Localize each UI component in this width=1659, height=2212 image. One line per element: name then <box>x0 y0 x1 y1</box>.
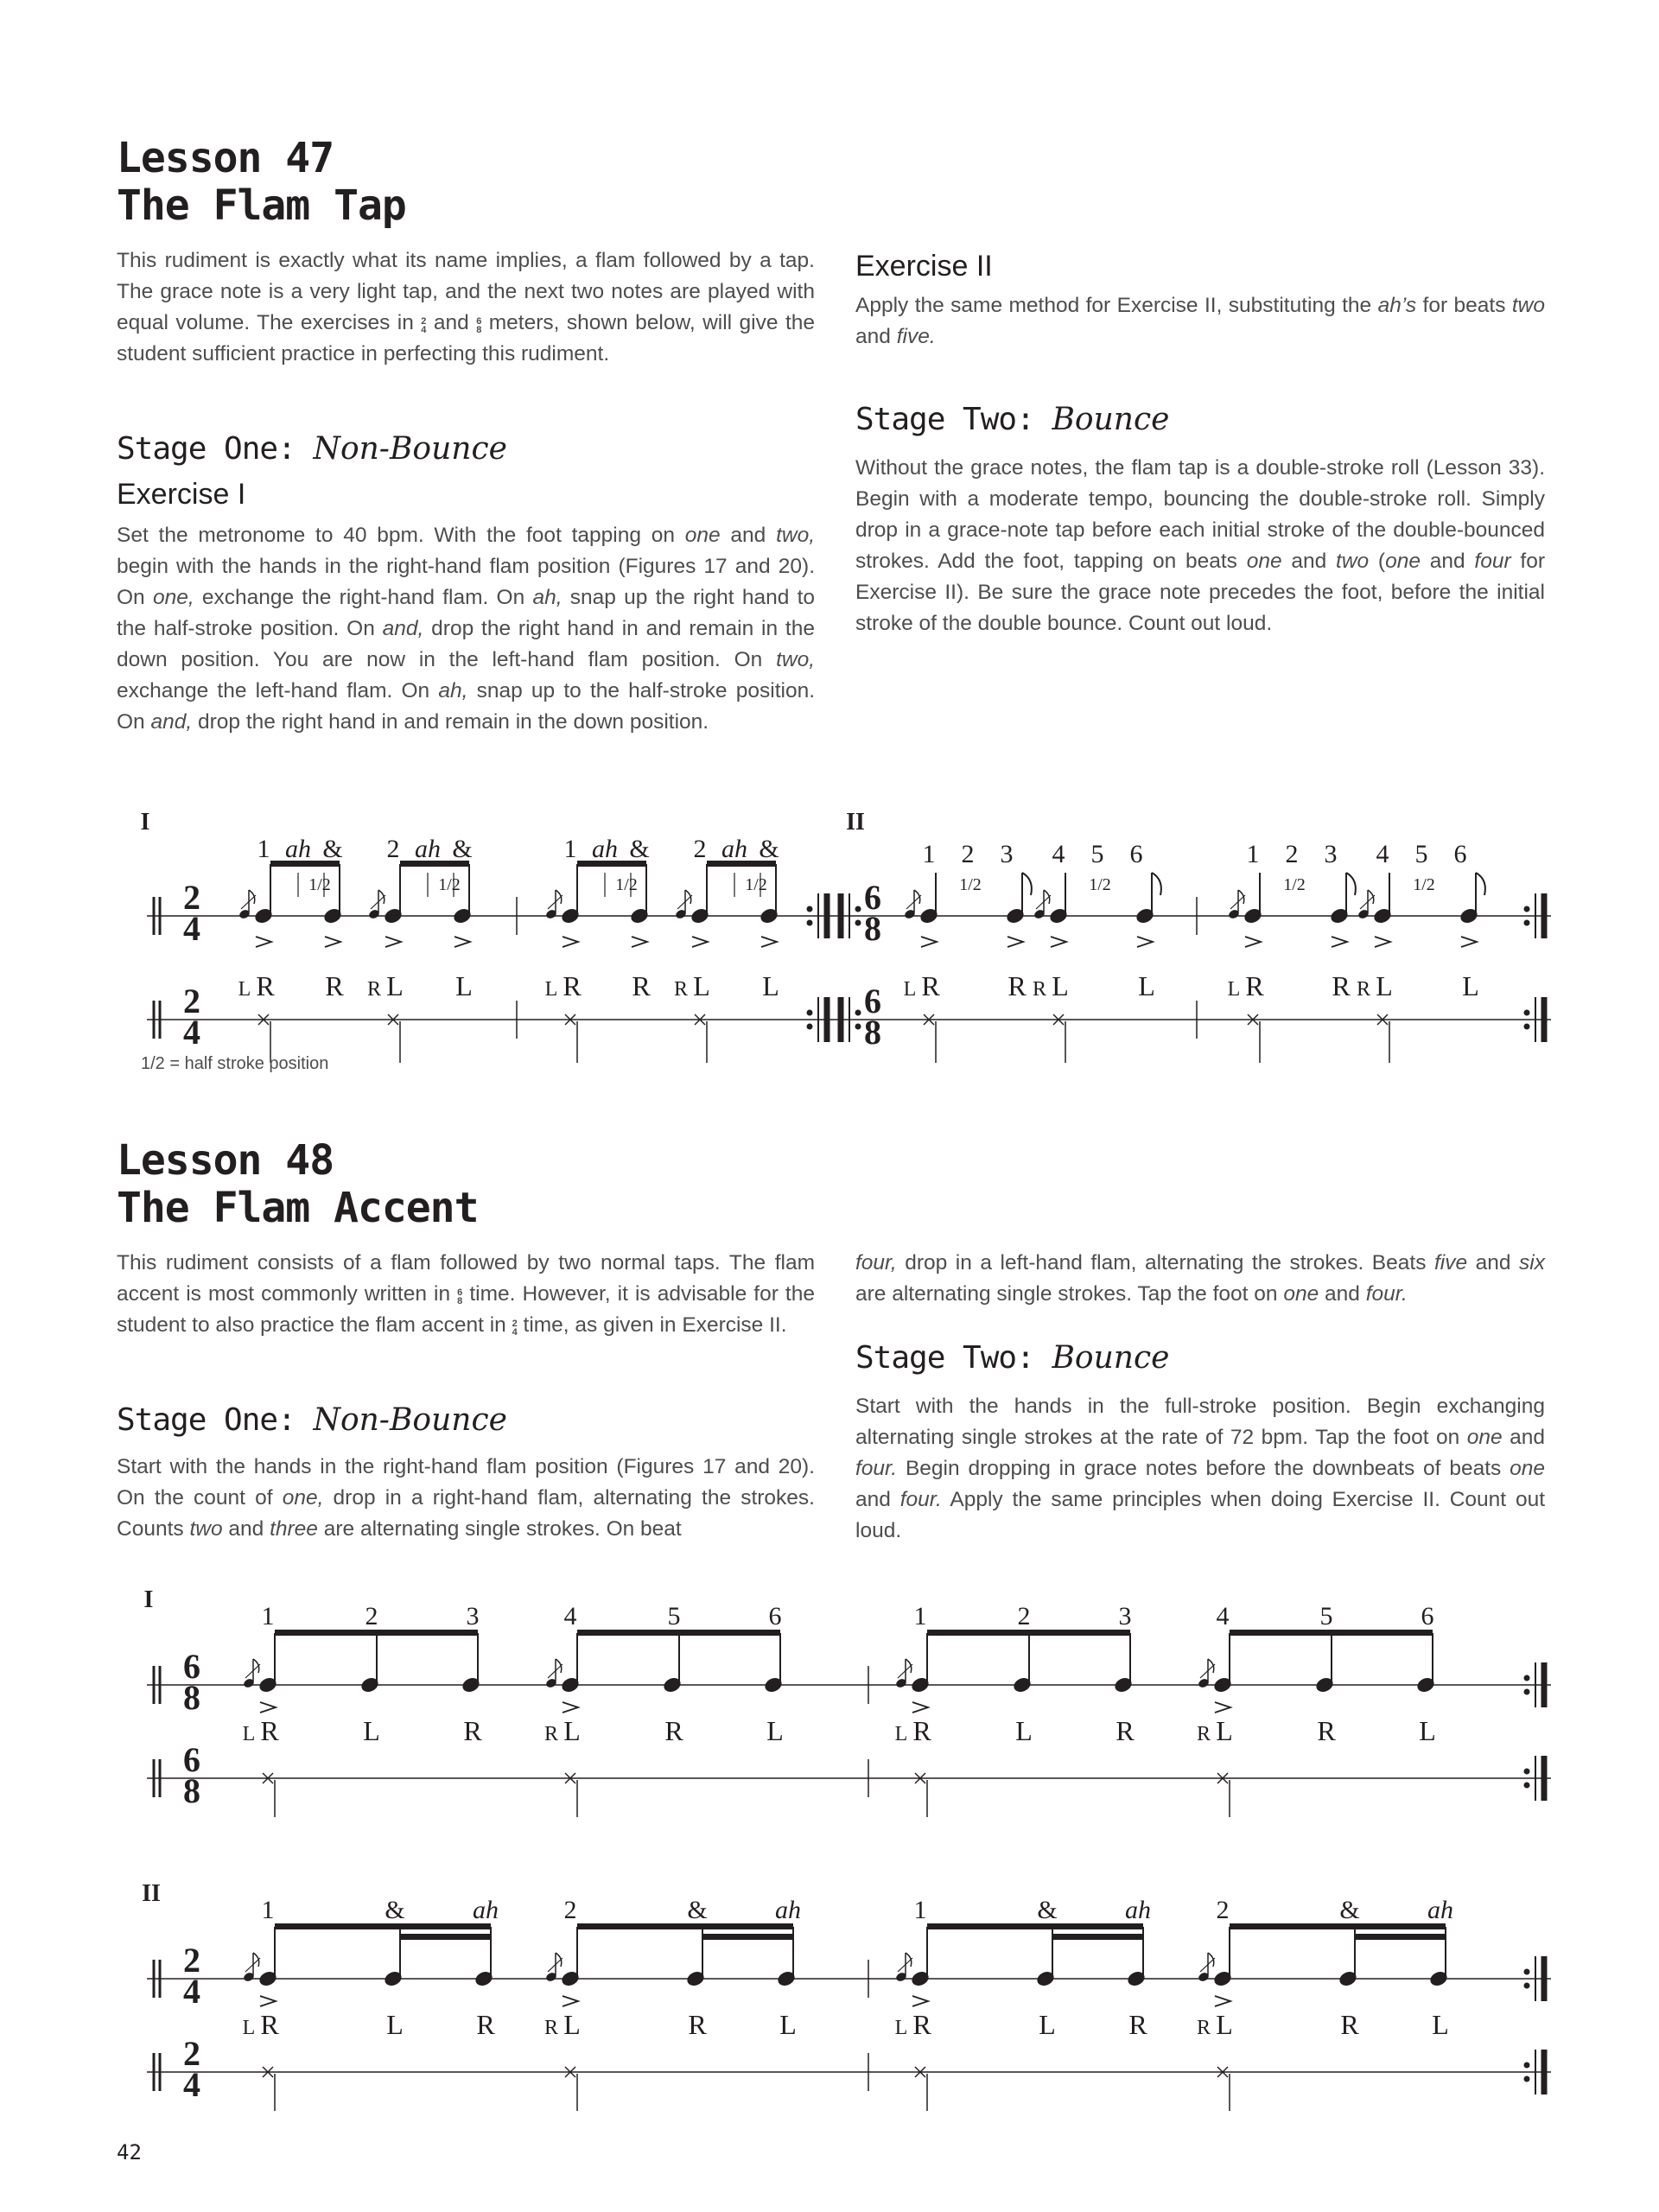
sticking: L <box>693 970 710 1001</box>
inline-time-signature: 6 8 <box>476 316 482 335</box>
inline-time-signature: 6 8 <box>457 1287 463 1306</box>
accent-mark <box>385 937 401 947</box>
sticking: L <box>386 2009 404 2040</box>
time-signature-bottom: 8 <box>864 909 881 948</box>
count-number: 6 <box>1129 840 1143 868</box>
repeat-dot <box>1524 1024 1530 1030</box>
count-number: 1 <box>1246 840 1260 868</box>
count-and: & <box>759 835 779 863</box>
count-label: 5 <box>667 1602 681 1630</box>
beam <box>1355 1934 1446 1940</box>
stage-one-mode: Non-Bounce <box>313 1402 507 1438</box>
sticking: R <box>1245 970 1264 1001</box>
count-number: 3 <box>1324 840 1338 868</box>
count-label: & <box>1339 1896 1360 1924</box>
beam <box>927 1630 1130 1636</box>
stage-two-mode: Bounce <box>1052 1340 1170 1376</box>
accent-mark <box>563 1702 578 1713</box>
count-number: 2 <box>961 840 975 868</box>
sticking: R <box>1007 970 1027 1001</box>
sticking: L <box>779 2009 797 2040</box>
sticking: L <box>1216 1715 1233 1746</box>
sticking: R <box>463 1715 482 1746</box>
note-flag <box>1346 873 1356 895</box>
time-signature-bottom: 8 <box>864 1013 881 1052</box>
beam <box>927 1923 1143 1929</box>
accent-mark <box>632 937 647 947</box>
lesson-48-stage-one-text: Start with the hands in the right-hand flam position (Figures 17 and 20). On the count of one, drop in a right-hand flam, alternating the strokes. Counts two and three are alternating single strokes. On beat <box>117 1455 815 1541</box>
sticking: R <box>260 1715 279 1746</box>
repeat-dot <box>855 1010 861 1016</box>
count-label: 1 <box>261 1896 275 1924</box>
count-label: 2 <box>563 1896 577 1924</box>
count-label: ah <box>1427 1896 1453 1924</box>
repeat-dot <box>1524 1783 1530 1789</box>
accent-mark <box>1332 937 1347 947</box>
sticking: L <box>1419 1715 1436 1746</box>
sticking-grace: R <box>673 978 689 1001</box>
note-flag <box>1152 873 1161 895</box>
sticking: L <box>1462 970 1479 1001</box>
stage-one-label: Stage One: <box>117 1402 296 1438</box>
sticking: R <box>563 970 582 1001</box>
count-label: 2 <box>365 1602 378 1630</box>
sticking-grace: R <box>543 1723 559 1745</box>
sticking: R <box>921 970 940 1001</box>
repeat-dot <box>855 906 861 912</box>
beam <box>275 1630 478 1636</box>
count-label: ah <box>775 1896 801 1924</box>
repeat-dot <box>1524 2063 1530 2069</box>
stage-two-label: Stage Two: <box>855 402 1034 437</box>
beam <box>400 1934 491 1940</box>
lesson-48-intro-text: This rudiment consists of a flam followed by two normal taps. The flam accent is most commonly written in 6 8 time. However, it is advisable for the student to also practice the flam accent in 2 4 time, as given in Exercise II. <box>117 1251 815 1338</box>
count-number: 4 <box>1376 840 1389 868</box>
exercise-one-label: I <box>143 1586 154 1613</box>
count-label: & <box>687 1896 708 1924</box>
sticking: L <box>1216 2009 1233 2040</box>
time-signature-bottom: 4 <box>183 1972 200 2011</box>
accent-mark <box>563 1996 578 2006</box>
accent-mark <box>1461 937 1477 947</box>
count-number: 2 <box>1285 840 1299 868</box>
count-and: & <box>452 835 473 863</box>
accent-mark <box>692 937 708 947</box>
lesson-48-intro <box>117 1248 815 1341</box>
sticking: L <box>563 2009 581 2040</box>
repeat-dot <box>1524 1969 1530 1975</box>
sticking: L <box>1432 2009 1449 2040</box>
count-label: ah <box>473 1896 499 1924</box>
beam <box>1052 1934 1143 1940</box>
count-label: 3 <box>466 1602 480 1630</box>
time-signature-bottom: 8 <box>183 1678 200 1717</box>
count-ah: ah <box>415 835 441 863</box>
repeat-dot <box>1524 920 1530 926</box>
lesson-47-exercise-two-text: Apply the same method for Exercise II, substituting the ah’s for beats two and five. <box>855 294 1545 348</box>
count-label: & <box>385 1896 405 1924</box>
accent-mark <box>1051 937 1066 947</box>
count-number: 1 <box>257 835 270 863</box>
sticking: R <box>688 2009 707 2040</box>
accent-mark <box>912 1702 928 1713</box>
count-label: 1 <box>913 1896 927 1924</box>
count-number: 2 <box>386 835 400 863</box>
half-stroke-marker: 1/2 <box>1089 875 1111 894</box>
exercise-one-label: I <box>140 809 150 836</box>
accent-mark <box>563 937 578 947</box>
sticking: L <box>563 1715 581 1746</box>
sticking: L <box>1052 970 1069 1001</box>
repeat-dot <box>1524 906 1530 912</box>
sticking-grace: L <box>544 978 558 1001</box>
sticking-grace: L <box>894 1723 908 1745</box>
inline-time-signature: 2 4 <box>421 316 427 335</box>
count-and: & <box>629 835 650 863</box>
sticking-grace: R <box>1356 978 1371 1001</box>
count-label: 4 <box>563 1602 577 1630</box>
sticking-grace: L <box>903 978 917 1001</box>
count-number: 3 <box>1000 840 1014 868</box>
half-stroke-marker: 1/2 <box>1413 875 1435 894</box>
lesson-47-notation <box>0 804 1659 1089</box>
time-signature-top: 6 <box>864 982 881 1020</box>
lesson-48-title: The Flam Accent <box>117 1184 479 1232</box>
lesson-47-stage-one-heading <box>117 430 507 468</box>
time-signature-top: 6 <box>183 1740 200 1779</box>
time-signature-top: 2 <box>183 1941 200 1980</box>
beam <box>275 1923 491 1929</box>
sticking: R <box>476 2009 495 2040</box>
beam <box>1230 1923 1446 1929</box>
count-label: 2 <box>1216 1896 1230 1924</box>
time-signature-top: 2 <box>183 2034 200 2073</box>
accent-mark <box>260 1702 276 1713</box>
accent-mark <box>1137 937 1153 947</box>
sticking: R <box>1332 970 1351 1001</box>
accent-mark <box>325 937 340 947</box>
count-number: 6 <box>1453 840 1467 868</box>
sticking-grace: L <box>238 978 251 1001</box>
time-signature-bottom: 8 <box>183 1771 200 1810</box>
count-and: & <box>322 835 343 863</box>
count-number: 1 <box>563 835 577 863</box>
count-label: 6 <box>768 1602 782 1630</box>
repeat-dot <box>855 1024 861 1030</box>
accent-mark <box>1245 937 1261 947</box>
time-signature-top: 2 <box>183 982 200 1020</box>
half-stroke-marker: 1/2 <box>615 875 638 894</box>
accent-mark <box>1007 937 1023 947</box>
count-ah: ah <box>285 835 311 863</box>
repeat-dot <box>1524 2076 1530 2082</box>
lesson-47-footnote: 1/2 = half stroke position <box>141 1054 329 1073</box>
sticking: R <box>256 970 275 1001</box>
lesson-47-exercise-one-heading: Exercise I <box>117 478 246 511</box>
sticking: L <box>762 970 779 1001</box>
count-label: 1 <box>261 1602 275 1630</box>
exercise-two-label: II <box>846 809 865 836</box>
sticking-grace: R <box>1196 1723 1211 1745</box>
sticking: L <box>1015 1715 1033 1746</box>
count-label: 1 <box>913 1602 927 1630</box>
count-ah: ah <box>592 835 618 863</box>
accent-mark <box>912 1996 928 2006</box>
beam <box>702 1934 793 1940</box>
sticking: R <box>260 2009 279 2040</box>
lesson-48-stage-two-text: Start with the hands in the full-stroke position. Begin exchanging alternating single strokes at the rate of 72 bpm. Tap the foot on one and four. Begin dropping in grace notes before the downbeats of beats one and four. Apply the same principles when doing Exercise II. Count out loud. <box>855 1395 1546 1542</box>
time-signature-top: 2 <box>183 878 200 917</box>
count-number: 5 <box>1090 840 1104 868</box>
lesson-47-number: Lesson 47 <box>117 134 334 182</box>
accent-mark <box>1215 1702 1230 1713</box>
sticking: L <box>766 1715 784 1746</box>
inline-time-signature: 2 4 <box>512 1319 518 1338</box>
repeat-dot <box>1524 1983 1530 1989</box>
sticking-grace: L <box>894 2017 908 2039</box>
count-label: & <box>1037 1896 1058 1924</box>
repeat-dot <box>807 1010 813 1016</box>
sticking-grace: R <box>543 2017 559 2039</box>
count-label: ah <box>1125 1896 1151 1924</box>
time-signature-top: 6 <box>183 1647 200 1686</box>
half-stroke-marker: 1/2 <box>308 875 331 894</box>
beam <box>577 1630 780 1636</box>
lesson-47-stage-two-heading <box>855 401 1169 439</box>
sticking-grace: L <box>1227 978 1241 1001</box>
repeat-dot <box>1524 1769 1530 1775</box>
page-number: 42 <box>117 2140 142 2164</box>
note-flag <box>1476 873 1485 895</box>
sticking: R <box>912 1715 931 1746</box>
count-label: 5 <box>1319 1602 1333 1630</box>
sticking: L <box>363 1715 380 1746</box>
count-number: 2 <box>693 835 707 863</box>
sticking: L <box>386 970 404 1001</box>
note-flag <box>1022 873 1032 895</box>
sticking: R <box>1116 1715 1135 1746</box>
beam <box>577 1923 793 1929</box>
sticking: R <box>632 970 651 1001</box>
count-label: 4 <box>1216 1602 1230 1630</box>
accent-mark <box>761 937 777 947</box>
count-label: 3 <box>1118 1602 1132 1630</box>
lesson-47-exercise-one-text: Set the metronome to 40 bpm. With the foot tapping on one and two, begin with the hands in the right-hand flam position (Figures 17 and 20). On one, exchange the right-hand flam. On ah, snap up the right hand to the half-stroke position. On and, drop the right hand in and remain in the down position. You are now in the left-hand flam position. On two, exchange the left-hand flam. On ah, snap up to the half-stroke position. On and, drop the right hand in and remain in the down position. <box>117 524 816 734</box>
sticking-grace: R <box>366 978 382 1001</box>
sticking-grace: L <box>242 1723 256 1745</box>
stage-two-label: Stage Two: <box>855 1340 1034 1376</box>
repeat-dot <box>1524 1675 1530 1681</box>
lesson-48-stage-one-heading <box>117 1402 507 1440</box>
repeat-dot <box>1524 1689 1530 1695</box>
sticking: L <box>1138 970 1155 1001</box>
sticking-grace: L <box>242 2017 256 2039</box>
repeat-dot <box>807 1024 813 1030</box>
time-signature-bottom: 4 <box>183 909 200 948</box>
sticking: R <box>912 2009 931 2040</box>
repeat-dot <box>1524 1010 1530 1016</box>
time-signature-bottom: 4 <box>183 2065 200 2104</box>
stage-one-label: Stage One: <box>117 431 296 467</box>
beam <box>1230 1630 1433 1636</box>
lesson-48-stage-one-continued: four, drop in a left-hand flam, alternating the strokes. Beats five and six are alternating single strokes. Tap the foot on one and four. <box>855 1251 1545 1306</box>
sticking: L <box>455 970 473 1001</box>
half-stroke-marker: 1/2 <box>959 875 982 894</box>
stage-two-mode: Bounce <box>1052 402 1170 437</box>
accent-mark <box>1215 1996 1230 2006</box>
lesson-48-number: Lesson 48 <box>117 1136 334 1185</box>
count-number: 4 <box>1052 840 1065 868</box>
count-ah: ah <box>721 835 747 863</box>
stage-one-mode: Non-Bounce <box>313 431 507 467</box>
lesson-47-title: The Flam Tap <box>117 181 406 230</box>
sticking: R <box>1128 2009 1147 2040</box>
accent-mark <box>921 937 937 947</box>
repeat-dot <box>807 906 813 912</box>
time-signature-top: 6 <box>864 878 881 917</box>
count-number: 5 <box>1414 840 1428 868</box>
sticking: R <box>1340 2009 1359 2040</box>
count-label: 2 <box>1017 1602 1031 1630</box>
accent-mark <box>260 1996 276 2006</box>
half-stroke-marker: 1/2 <box>745 875 767 894</box>
accent-mark <box>256 937 271 947</box>
sticking: R <box>664 1715 683 1746</box>
lesson-48-notation <box>0 1581 1659 2134</box>
lesson-47-stage-two-text: Without the grace notes, the flam tap is a double-stroke roll (Lesson 33). Begin with a moderate tempo, bouncing the double-stroke roll. Simply drop in a grace-note tap before each initial stroke of the double-bounced strokes. Add the foot, tapping on beats one and two (one and four for Exercise II). Be sure the grace note precedes the foot, before the initial stroke of the double bounce. Count out loud. <box>855 456 1545 635</box>
sticking-grace: R <box>1032 978 1047 1001</box>
half-stroke-marker: 1/2 <box>438 875 461 894</box>
sticking: R <box>325 970 344 1001</box>
lesson-47-intro <box>117 245 815 370</box>
half-stroke-marker: 1/2 <box>1283 875 1306 894</box>
count-number: 1 <box>922 840 936 868</box>
count-label: 6 <box>1421 1602 1434 1630</box>
sticking-grace: R <box>1196 2017 1211 2039</box>
sticking: R <box>1317 1715 1336 1746</box>
repeat-dot <box>855 920 861 926</box>
time-signature-bottom: 4 <box>183 1013 200 1052</box>
lesson-47-intro-text: This rudiment is exactly what its name implies, a flam followed by a tap. The grace note is a very light tap, and the next two notes are played with equal volume. The exercises in 2 4 and 6 8 meters, shown below, will give the student sufficient practice in perfecting this rudiment. <box>117 249 816 365</box>
exercise-two-label: II <box>142 1880 161 1907</box>
repeat-dot <box>807 920 813 926</box>
sticking: L <box>1376 970 1393 1001</box>
lesson-47-exercise-two-heading: Exercise II <box>855 250 993 283</box>
lesson-48-stage-two-heading <box>855 1339 1169 1377</box>
accent-mark <box>1375 937 1390 947</box>
accent-mark <box>454 937 470 947</box>
sticking: L <box>1039 2009 1056 2040</box>
